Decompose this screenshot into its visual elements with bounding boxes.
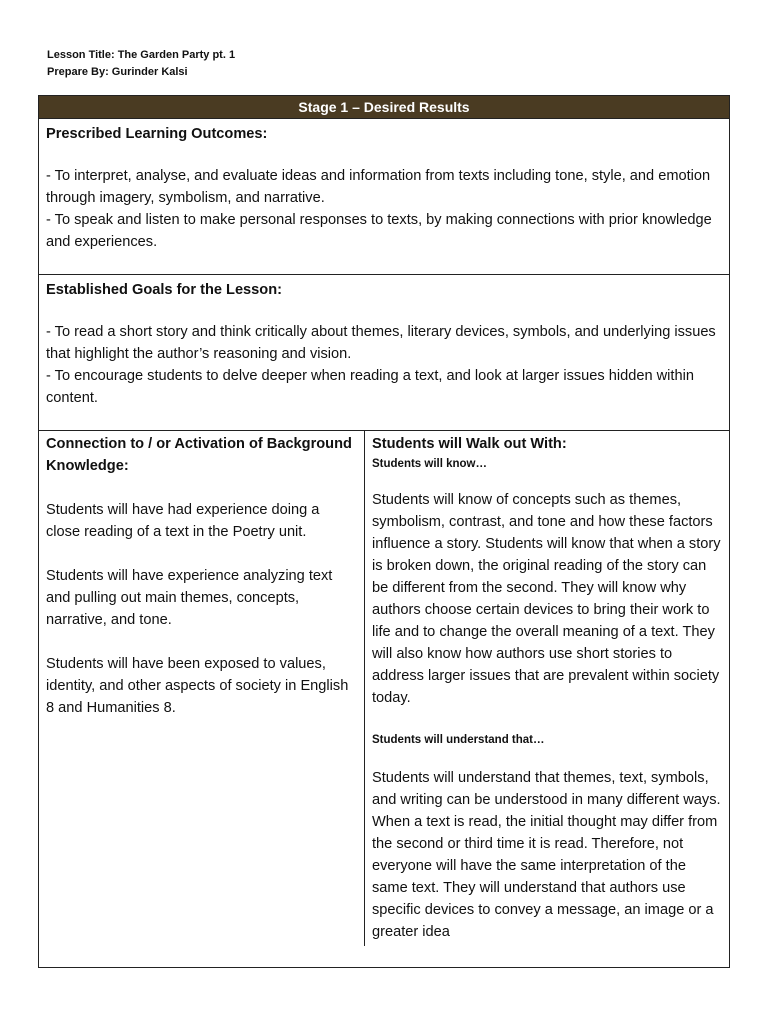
background-paragraph: Students will have had experience doing a close reading of a text in the Poetry unit. [46,502,320,540]
lesson-goals-title: Established Goals for the Lesson: [46,282,282,298]
two-column-row [39,431,729,946]
stage-header: Stage 1 – Desired Results [39,96,729,119]
learning-outcomes-title: Prescribed Learning Outcomes: [46,126,268,142]
walk-out-with-cell [365,431,729,946]
background-paragraph: Students will have experience analyzing text and pulling out main themes, concepts, narrative, and tone. [46,568,333,628]
prepared-by: Prepare By: Gurinder Kalsi [47,66,188,78]
background-knowledge-cell [39,431,365,946]
students-will-understand-text: Students will understand that themes, text, symbols, and writing can be understood in many different ways. When a text is read, the initial thought may differ from the second or third time it is read. Therefore, not everyone will have the same interpretation of the same text. They will understand that authors use specific devices to convey a message, an image or a greater idea [372,770,721,940]
learning-outcome-item: - To interpret, analyse, and evaluate ideas and information from texts including tone, style, and emotion through imagery, symbolism, and narrative. [46,168,711,206]
learning-outcome-item: - To speak and listen to make personal responses to texts, by making connections with prior knowledge and experiences. [46,212,712,250]
students-will-understand-label: Students will understand that… [372,734,545,746]
document-header [47,47,235,81]
background-knowledge-title: Connection to / or Activation of Background Knowledge: [46,436,352,474]
walk-out-with-title: Students will Walk out With: [372,436,567,452]
lesson-goal-item: - To read a short story and think critically about themes, literary devices, symbols, and underlying issues that highlight the author’s reasoning and vision. [46,324,716,362]
lesson-goals-section [39,275,729,431]
students-will-know-label: Students will know… [372,458,488,470]
students-will-know-text: Students will know of concepts such as themes, symbolism, contrast, and tone and how these factors influence a story. Students will know that when a story is broken down, the original reading of the story can be different from the second. They will know why authors choose certain devices to bring their work to life and to change the overall meaning of a text. They will also know how authors use short stories to address larger issues that are prevalent within society today. [372,492,721,706]
background-paragraph: Students will have been exposed to values, identity, and other aspects of society in English 8 and Humanities 8. [46,656,349,716]
lesson-plan-table [38,95,730,968]
lesson-goal-item: - To encourage students to delve deeper when reading a text, and look at larger issues hidden within content. [46,368,694,406]
learning-outcomes-section [39,119,729,275]
lesson-title: Lesson Title: The Garden Party pt. 1 [47,49,236,61]
